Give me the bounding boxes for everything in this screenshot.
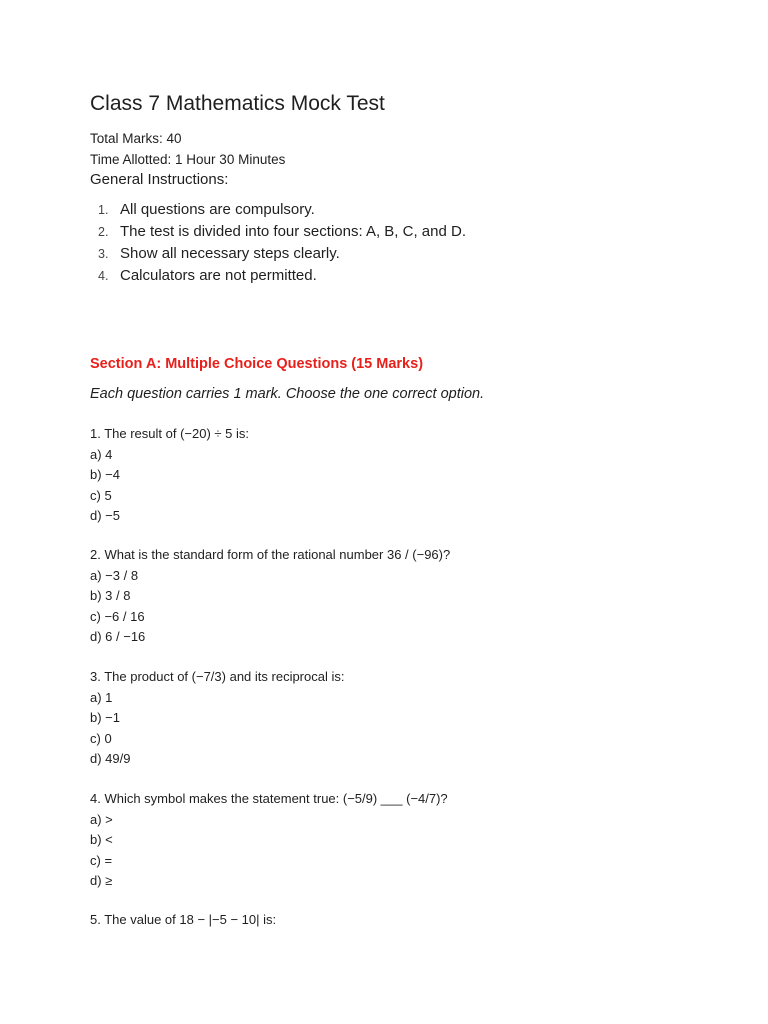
question-text: 5. The value of 18 − |−5 − 10| is: <box>90 912 277 927</box>
document-title: Class 7 Mathematics Mock Test <box>90 92 385 115</box>
option-d: d) ≥ <box>90 873 113 888</box>
question-5 <box>90 910 276 931</box>
question-text: 1. The result of (−20) ÷ 5 is: <box>90 426 249 441</box>
question-text: 2. What is the standard form of the rational number 36 / (−96)? <box>90 547 451 562</box>
instruction-number: 2. <box>98 225 109 239</box>
total-marks: Total Marks: 40 <box>90 131 182 146</box>
general-instructions-heading: General Instructions: <box>90 171 229 188</box>
instruction-text: The test is divided into four sections: A, B, C, and D. <box>120 223 467 240</box>
instruction-number: 4. <box>98 269 109 283</box>
time-allotted: Time Allotted: 1 Hour 30 Minutes <box>90 152 286 167</box>
question-3 <box>90 667 344 770</box>
option-a: a) −3 / 8 <box>90 567 139 583</box>
option-c: c) −6 / 16 <box>90 608 145 624</box>
question-2 <box>90 545 450 648</box>
section-a-heading: Section A: Multiple Choice Questions (15 Marks) <box>90 356 424 372</box>
instruction-item <box>90 223 466 245</box>
question-4 <box>90 789 448 892</box>
instruction-number: 3. <box>98 247 109 261</box>
instruction-text: All questions are compulsory. <box>120 201 315 218</box>
option-c: c) 0 <box>90 730 112 746</box>
instruction-item <box>90 201 466 223</box>
question-text: 4. Which symbol makes the statement true: (−5/9) ___ (−4/7)? <box>90 791 448 806</box>
option-b: b) < <box>90 832 113 847</box>
instructions-list <box>90 201 466 289</box>
section-a-note: Each question carries 1 mark. Choose the one correct option. <box>90 386 485 402</box>
question-text: 3. The product of (−7/3) and its reciprocal is: <box>90 669 345 684</box>
option-d: d) −5 <box>90 508 120 523</box>
instruction-text: Show all necessary steps clearly. <box>120 245 340 262</box>
option-b: b) −1 <box>90 710 120 725</box>
option-c: c) = <box>90 852 113 868</box>
question-1 <box>90 424 249 527</box>
option-c: c) 5 <box>90 487 112 503</box>
option-a: a) 4 <box>90 446 113 462</box>
option-a: a) > <box>90 811 113 827</box>
option-b: b) 3 / 8 <box>90 588 131 603</box>
instruction-item <box>90 245 466 267</box>
instruction-number: 1. <box>98 203 109 217</box>
option-d: d) 6 / −16 <box>90 629 146 644</box>
instruction-item <box>90 267 466 289</box>
option-d: d) 49/9 <box>90 751 131 766</box>
instruction-text: Calculators are not permitted. <box>120 267 317 284</box>
option-a: a) 1 <box>90 689 113 705</box>
option-b: b) −4 <box>90 467 120 482</box>
